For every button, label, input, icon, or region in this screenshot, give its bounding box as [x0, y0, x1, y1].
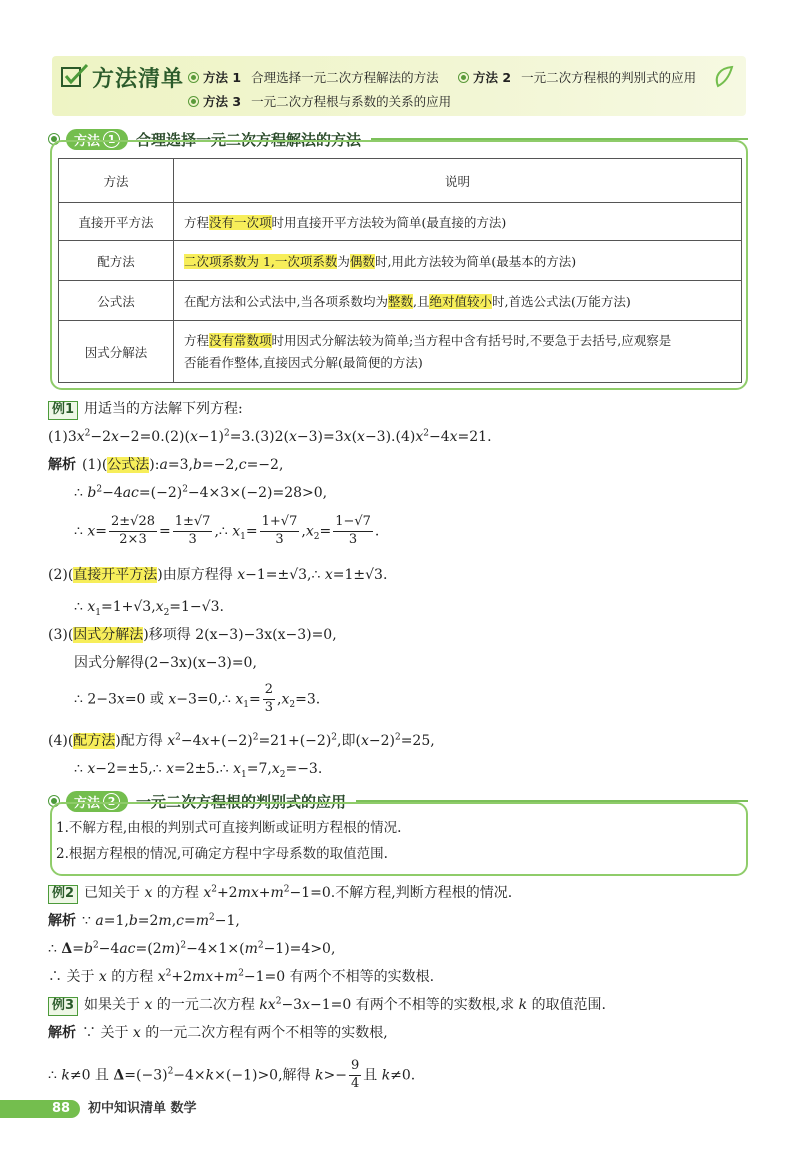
method1-title: 合理选择一元二次方程解法的方法 — [136, 130, 362, 149]
example1-line5: ∴ $x_1=1+√3,x_2=1-√3$. — [74, 599, 224, 618]
example-tag: 例3 — [48, 997, 78, 1016]
table-header-cell: 方法 — [59, 159, 174, 203]
example2-question: 例2 已知关于 x 的方程 $x^2+2mx+m^2-1=0$.不解方程,判断方程根的情况. — [48, 884, 512, 904]
example1-line3: ∴ x= $\frac{2\pm√28}{2\times 3}$ = $\frac{1\pm√7}{3}$ ,∴ $x_1=$ $\frac{1+√7}{3}$ $,x_2=$ $\frac{1-√7}{3}$ . — [74, 514, 380, 547]
leaf-icon — [712, 64, 738, 90]
table-header-row — [59, 159, 742, 203]
book-title: 初中知识清单 数学 — [88, 1101, 197, 1116]
method-name: 因式分解法 — [59, 321, 174, 383]
example1-question: 例1 用适当的方法解下列方程: — [48, 400, 243, 420]
table-header-cell: 说明 — [174, 159, 742, 203]
method2-box — [50, 802, 748, 876]
example1-line9: (4)(配方法)配方得 $x^2-4x+(-2)^2=21+(-2)^2$,即$(x-2)^2=25$, — [48, 732, 435, 749]
method-desc: 方程没有常数项时用因式分解法较为简单;当方程中含有括号时,不要急于去括号,应观察是 否能看作整体,直接因式分解(最简便的方法) — [174, 321, 742, 383]
page-number: 88 — [52, 1101, 71, 1116]
example2-line2: ∴ $\Delta=b^2-4ac=(2m)^2-4\times 1\times(m^2-1)=4>0$, — [48, 940, 336, 957]
example1-line4: (2)(直接开平方法)由原方程得 x−1=±√3,∴ x=1±√3. — [48, 567, 388, 583]
example3-question: 例3 如果关于 x 的一元二次方程 $kx^2-3x-1=0$ 有两个不相等的实数根,求 k 的取值范围. — [48, 996, 606, 1016]
method2-title: 一元二次方程根的判别式的应用 — [136, 792, 347, 811]
example3-line1: 解析 ∵ 关于 x 的一元二次方程有两个不相等的实数根, — [48, 1025, 388, 1041]
example-tag: 例1 — [48, 401, 78, 420]
bullet-icon — [188, 96, 199, 107]
example1-line2: ∴ $b^2-4ac=(-2)^2-4\times 3\times(-2)=28>0$, — [74, 484, 328, 501]
table-row — [59, 203, 742, 241]
method-desc: 方程没有一次项时用直接开平方法较为简单(最直接的方法) — [174, 203, 742, 241]
example3-line2: ∴ k≠0 且 $\Delta=(-3)^2-4\times k\times(-1)>0$,解得 k>− $\frac{9}{4}$ 且 k≠0. — [48, 1058, 416, 1091]
method-pill: 方法 1 — [66, 129, 128, 150]
method-pill: 方法 2 — [66, 791, 128, 812]
banner-title: 方法清单 — [92, 67, 185, 92]
table-row — [59, 321, 742, 383]
example1-line10: ∴ x−2=±5,∴ x=2±5.∴ $x_1=7,x_2=-3$. — [74, 761, 323, 780]
bullet-icon — [458, 72, 469, 83]
table-row — [59, 281, 742, 321]
example2-line1: 解析 ∵ $a=1,b=2m,c=m^2-1$, — [48, 912, 240, 929]
example1-line1: 解析 (1)(公式法):a=3,b=−2,c=−2, — [48, 457, 284, 473]
method-desc: 二次项系数为 1,一次项系数为偶数时,用此方法较为简单(最基本的方法) — [174, 241, 742, 281]
bullet-icon — [188, 72, 199, 83]
example1-equations: $(1)3x^2-2x-2=0.(2)(x-1)^2=3.(3)2(x-3)=3x(x-3).(4)x^2-4x=21$. — [48, 428, 492, 445]
example1-line7: 因式分解得(2−3x)(x−3)=0, — [74, 655, 257, 671]
example-tag: 例2 — [48, 885, 78, 904]
checkbox-icon — [60, 62, 90, 88]
table-row — [59, 241, 742, 281]
method-desc: 在配方法和公式法中,当各项系数均为整数,且绝对值较小时,首选公式法(万能方法) — [174, 281, 742, 321]
method-name: 公式法 — [59, 281, 174, 321]
method-name: 直接开平方法 — [59, 203, 174, 241]
method-name: 配方法 — [59, 241, 174, 281]
example1-line8: ∴ 2−3x=0 或 x−3=0,∴ $x_1=$ $\frac{2}{3}$ $,x_2=3$. — [74, 682, 321, 715]
banner-item-3: 方法 3 一元二次方程根与系数的关系的应用 — [188, 92, 451, 110]
banner-item-1: 方法 1 合理选择一元二次方程解法的方法 — [188, 68, 439, 86]
method2-point-2: 2.根据方程根的情况,可确定方程中字母系数的取值范围. — [56, 846, 388, 862]
example2-line3: ∴ 关于 x 的方程 $x^2+2mx+m^2-1=0$ 有两个不相等的实数根. — [48, 968, 435, 985]
methods-table — [58, 158, 742, 383]
method2-point-1: 1.不解方程,由根的判别式可直接判断或证明方程根的情况. — [56, 820, 402, 836]
banner-item-2: 方法 2 一元二次方程根的判别式的应用 — [458, 68, 696, 86]
example1-line6: (3)(因式分解法)移项得 2(x−3)−3x(x−3)=0, — [48, 627, 337, 643]
